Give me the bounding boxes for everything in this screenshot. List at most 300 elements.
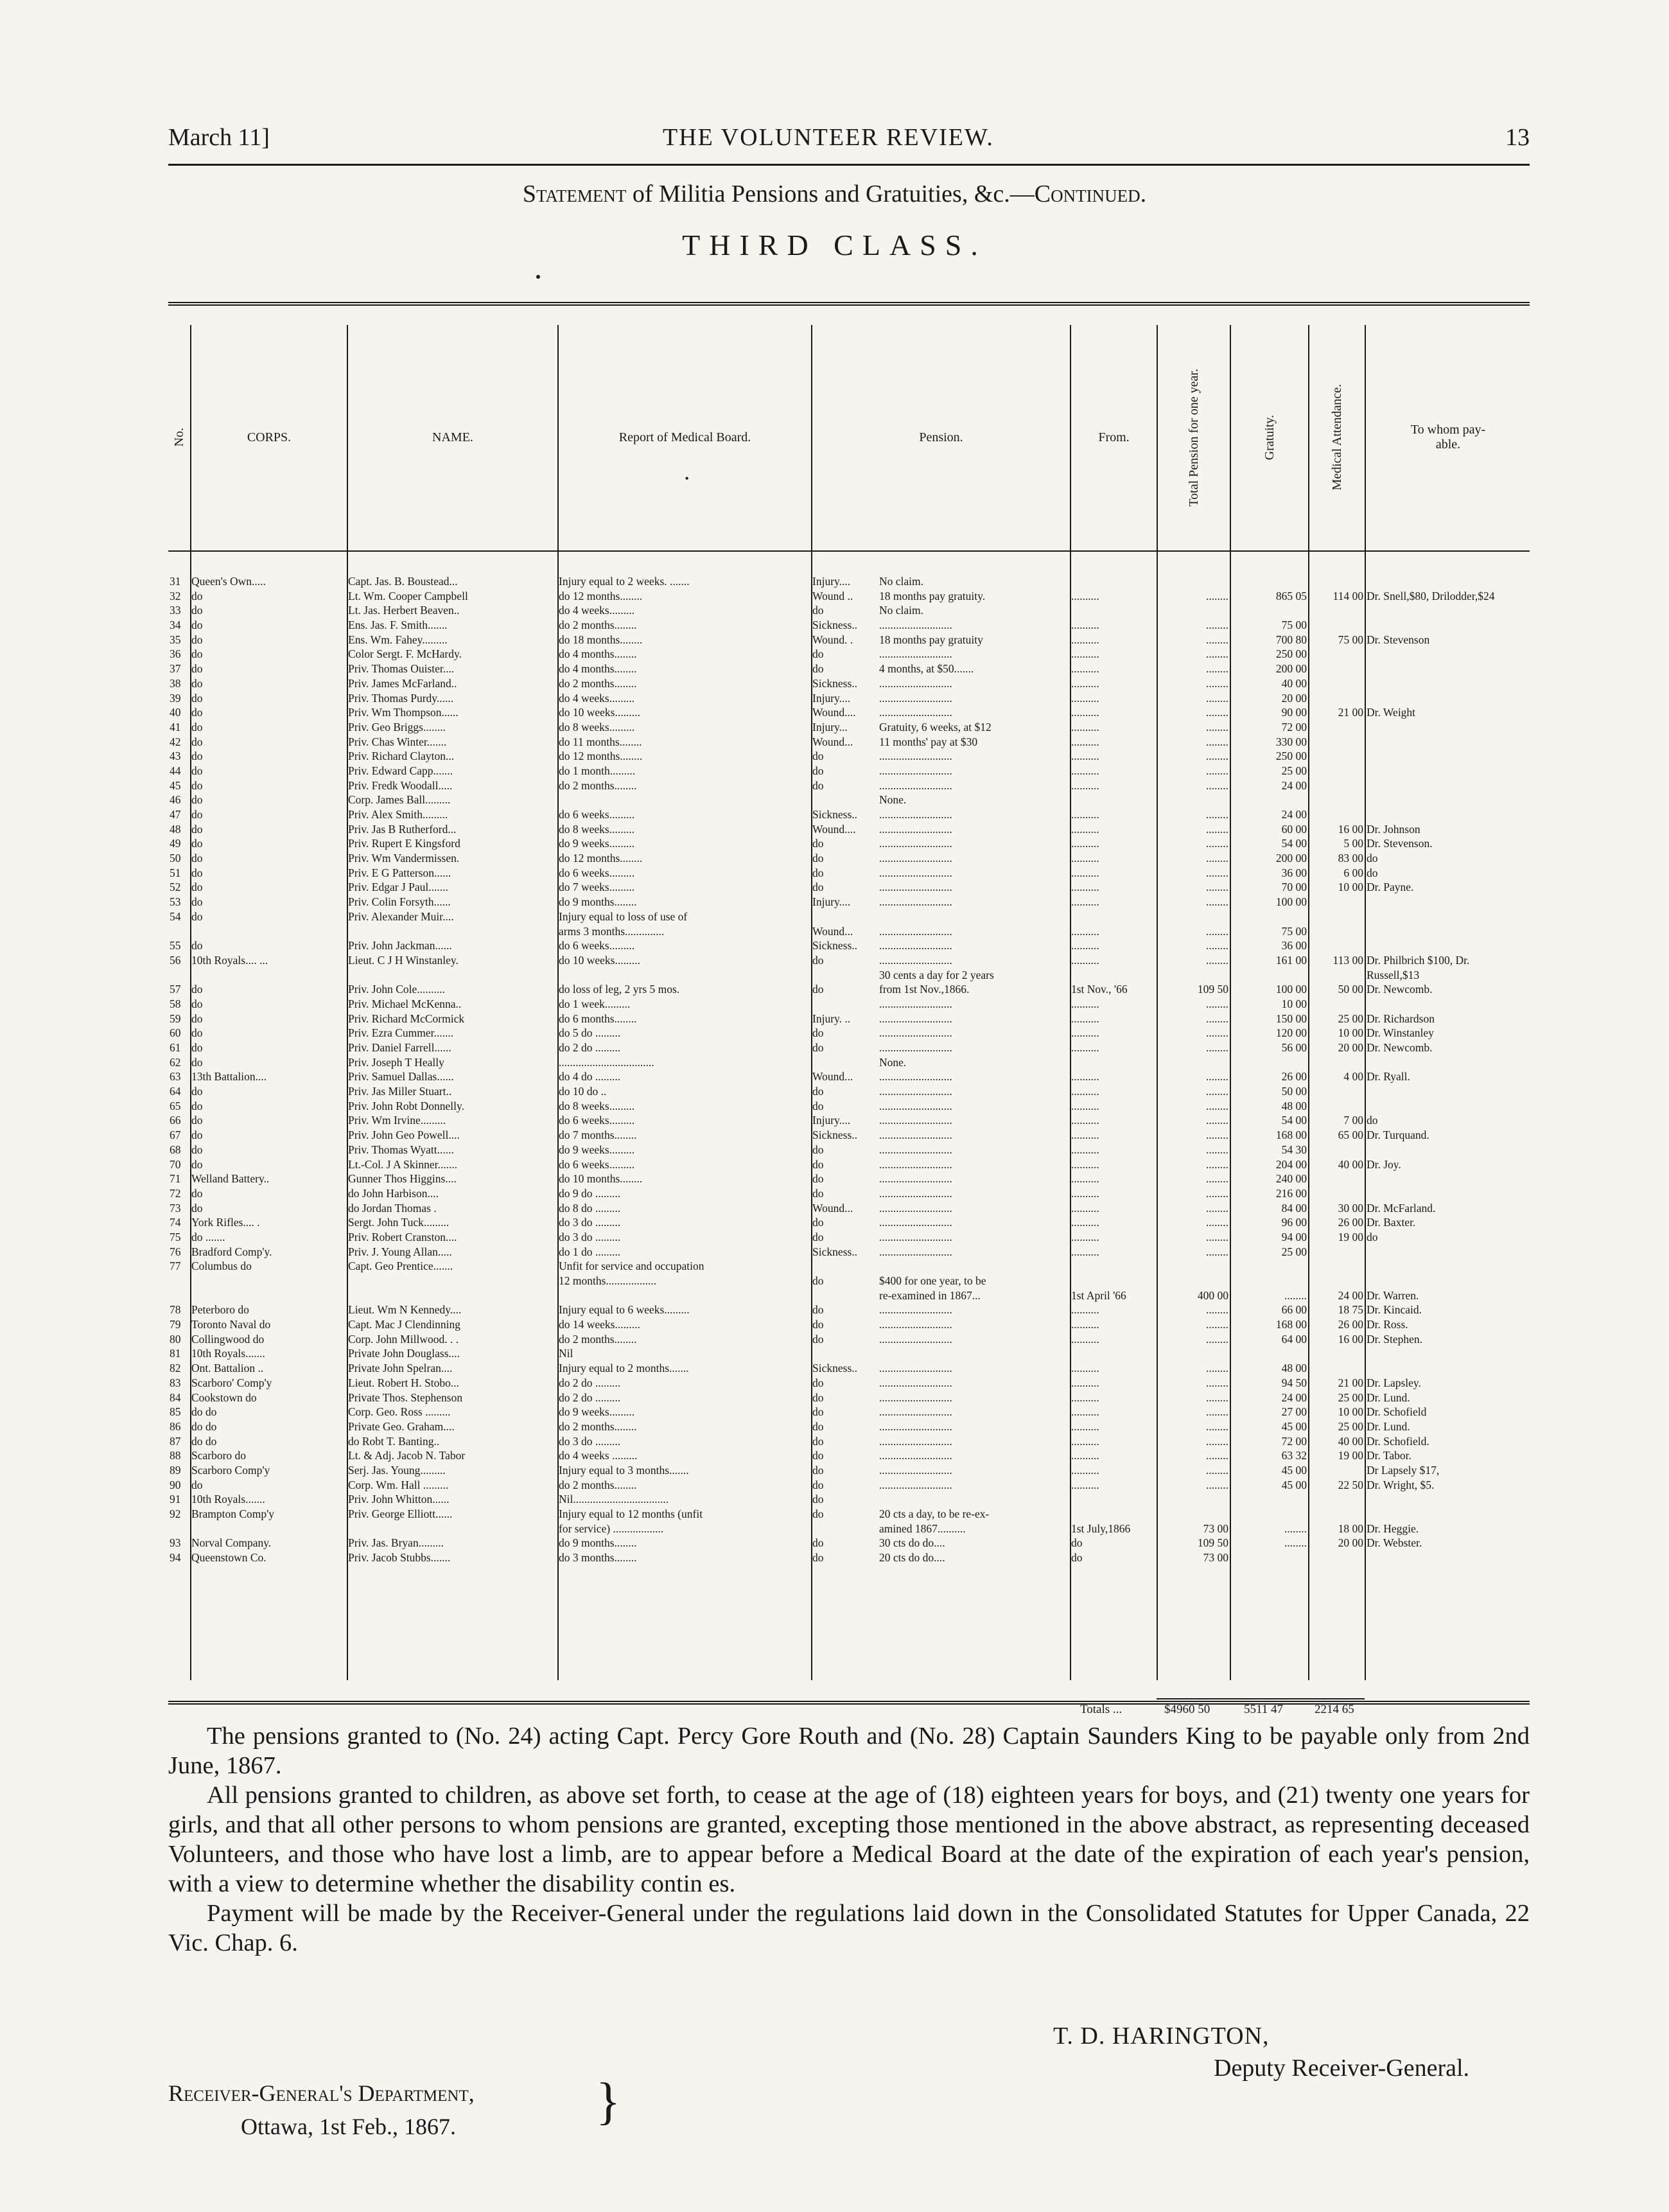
row-pension-desc: 11 months' pay at $30 [879, 735, 978, 748]
row-medical: 10 00 [1338, 881, 1363, 894]
row-total-pension: ........ [1206, 1143, 1228, 1156]
row-pension: Wound... [812, 1201, 853, 1215]
row-corps: do [191, 1055, 203, 1069]
row-name: Lieut. Robert H. Stobo... [348, 1376, 460, 1389]
row-number: 78 [170, 1303, 181, 1317]
row-total-pension: ........ [1206, 1128, 1228, 1142]
row-total-pension: ........ [1206, 1099, 1228, 1112]
row-payable-to: Dr. Newcomb. [1367, 1041, 1433, 1054]
row-medical: 10 00 [1338, 1405, 1363, 1419]
row-total-pension: ........ [1206, 764, 1228, 777]
header-gratuity [1231, 325, 1308, 550]
row-medical: 50 00 [1338, 983, 1363, 996]
row-name: Priv. Thomas Wyatt...... [348, 1143, 454, 1156]
table-row [168, 807, 1530, 822]
row-pension-desc: .......................... [879, 1085, 952, 1098]
row-pension: do [812, 1419, 824, 1433]
row-report: do 4 months........ [559, 662, 637, 676]
row-number: 53 [170, 895, 181, 909]
row-report: do 2 months........ [559, 1332, 637, 1346]
row-name: Gunner Thos Higgins.... [348, 1172, 457, 1186]
row-gratuity: 700 80 [1275, 633, 1307, 646]
table-row [168, 1536, 1530, 1550]
totals-label: Totals ... [1080, 1703, 1123, 1716]
row-number: 76 [170, 1245, 181, 1258]
row-pension-desc: $400 for one year, to be [879, 1274, 986, 1287]
row-corps: do [191, 750, 203, 763]
row-pension: do [812, 1216, 824, 1229]
row-payable-to: Dr. Schofield [1367, 1405, 1427, 1419]
row-pension-desc: .......................... [879, 1041, 952, 1054]
row-from: .......... [1071, 1230, 1099, 1243]
row-total-pension: ........ [1206, 1114, 1228, 1127]
row-total-pension: ........ [1206, 1419, 1228, 1433]
row-name: Priv. Fredk Woodall..... [348, 778, 453, 792]
row-report: do 2 do ......... [559, 1376, 621, 1389]
row-number: 92 [170, 1507, 181, 1520]
row-gratuity: 24 00 [1281, 778, 1307, 792]
row-from: .......... [1071, 837, 1099, 850]
row-gratuity: 100 00 [1275, 983, 1307, 996]
note-paragraph-3: Payment will be made by the Receiver-General under the regulations laid down in the Consolidated Statutes for Upper Canada, 22 Vic. Chap. 6. [168, 1900, 1530, 1956]
row-payable-to: Dr. Philbrich $100, Dr. [1367, 953, 1470, 967]
row-name: Priv. Edgar J Paul....... [348, 881, 448, 894]
row-gratuity: 20 00 [1281, 691, 1307, 705]
header-gratuity-label: Gratuity. [1262, 414, 1277, 461]
table-row [168, 1346, 1530, 1361]
row-report: do 8 weeks......... [559, 1099, 635, 1112]
row-report: do 1 do ......... [559, 1245, 621, 1258]
header-name-label: NAME. [432, 430, 473, 444]
row-from: .......... [1071, 1201, 1099, 1215]
row-name: Priv. Michael McKenna.. [348, 997, 462, 1010]
row-number: 55 [170, 939, 181, 952]
notes-text [168, 1721, 1530, 1958]
row-corps: do [191, 939, 203, 952]
row-payable-to: Dr. Wright, $5. [1367, 1478, 1435, 1491]
row-name: Private John Spelran.... [348, 1362, 453, 1375]
row-total-pension: ........ [1206, 647, 1228, 661]
row-report: do 10 do .. [559, 1085, 607, 1098]
row-medical: 30 00 [1338, 1201, 1363, 1215]
row-pension-desc: .......................... [879, 1245, 952, 1258]
row-payable-to: Dr. Payne. [1367, 881, 1414, 894]
row-report: do 2 months........ [559, 1419, 637, 1433]
row-total-pension: 109 50 [1197, 983, 1228, 996]
row-from: .......... [1071, 1303, 1099, 1317]
row-pension: do [812, 647, 824, 661]
row-payable-to: Dr. McFarland. [1367, 1201, 1436, 1215]
row-medical: 16 00 [1338, 1332, 1363, 1346]
row-number: 71 [170, 1172, 181, 1186]
row-total-pension: ........ [1206, 633, 1228, 646]
row-pension-desc: 20 cts do do.... [879, 1551, 945, 1565]
row-total-pension: ........ [1206, 778, 1228, 792]
row-gratuity: 94 50 [1281, 1376, 1307, 1389]
row-pension: do [812, 604, 824, 617]
row-gratuity: 50 00 [1281, 1085, 1307, 1098]
row-corps: do [191, 706, 203, 719]
row-medical: 19 00 [1338, 1230, 1363, 1243]
row-gratuity: 94 00 [1281, 1230, 1307, 1243]
row-gratuity: 330 00 [1275, 735, 1307, 748]
row-gratuity: 75 00 [1281, 619, 1307, 632]
row-payable-to: Dr. Winstanley [1367, 1026, 1434, 1040]
table-row [168, 1172, 1530, 1186]
row-pension-desc: .......................... [879, 1026, 952, 1040]
row-gratuity: 66 00 [1281, 1303, 1307, 1317]
row-report: do 9 weeks......... [559, 837, 635, 850]
row-number: 70 [170, 1157, 181, 1171]
row-number: 43 [170, 750, 181, 763]
row-pension-desc: .......................... [879, 1332, 952, 1346]
row-payable-to: Dr. Lund. [1367, 1419, 1410, 1433]
row-pension: Injury.... [812, 691, 851, 705]
row-name: Priv. Jas Miller Stuart.. [348, 1085, 452, 1098]
row-corps: Toronto Naval do [191, 1318, 271, 1331]
row-report: do 6 weeks......... [559, 1114, 635, 1127]
row-number: 33 [170, 604, 181, 617]
row-total-pension: ........ [1206, 1303, 1228, 1317]
row-pension-desc: .......................... [879, 808, 952, 821]
row-total-pension: ........ [1206, 852, 1228, 865]
table-row [168, 1069, 1530, 1084]
header-pension [812, 325, 1070, 550]
row-pension-desc: .......................... [879, 1478, 952, 1491]
row-pension-desc: .......................... [879, 1362, 952, 1375]
row-pension: do [812, 662, 824, 676]
row-report: Injury equal to 2 months....... [559, 1362, 689, 1375]
row-gratuity: 48 00 [1281, 1099, 1307, 1112]
row-total-pension: ........ [1206, 808, 1228, 821]
table-row [168, 1113, 1530, 1128]
row-name: Corp. Geo. Ross ......... [348, 1405, 451, 1419]
table-row [168, 880, 1530, 895]
header-total [1158, 325, 1230, 550]
row-report: do 2 months........ [559, 778, 637, 792]
row-gratuity: ........ [1284, 1522, 1307, 1535]
row-pension: do [812, 1172, 824, 1186]
header-separator [168, 550, 1530, 552]
row-pension-desc: 18 months pay gratuity. [879, 589, 986, 602]
row-corps: do [191, 662, 203, 676]
row-name: Priv. Chas Winter....... [348, 735, 447, 748]
row-number: 83 [170, 1376, 181, 1389]
row-report: do 1 week......... [559, 997, 631, 1010]
row-gratuity: 161 00 [1275, 953, 1307, 967]
row-pension: do [812, 1434, 824, 1448]
row-number: 51 [170, 866, 181, 879]
row-medical: 7 00 [1343, 1114, 1363, 1127]
row-payable-to: Dr. Johnson [1367, 822, 1420, 836]
row-report: do 9 weeks......... [559, 1405, 635, 1419]
row-total-pension: ........ [1206, 1449, 1228, 1462]
row-name: Priv. Richard Clayton... [348, 750, 455, 763]
row-name: Ens. Wm. Fahey......... [348, 633, 448, 646]
row-name: Priv. Geo Briggs........ [348, 720, 446, 733]
row-from: .......... [1071, 1362, 1099, 1375]
row-from: .......... [1071, 924, 1099, 938]
row-name: Priv. Rupert E Kingsford [348, 837, 460, 850]
row-number: 65 [170, 1099, 181, 1112]
row-from: 1st April '66 [1071, 1288, 1126, 1302]
header-report [559, 325, 811, 550]
row-name: Priv. James McFarland.. [348, 676, 457, 690]
row-corps: Brampton Comp'y [191, 1507, 275, 1520]
row-report: do 2 do ......... [559, 1041, 621, 1054]
row-name: Lt.-Col. J A Skinner....... [348, 1157, 458, 1171]
row-gratuity: 84 00 [1281, 1201, 1307, 1215]
totals-pension: $4960 50 [1164, 1703, 1210, 1716]
row-pension: do [812, 1478, 824, 1491]
row-gratuity: 60 00 [1281, 822, 1307, 836]
row-payable-to: do [1367, 1230, 1378, 1243]
row-gratuity: 216 00 [1275, 1186, 1307, 1200]
row-pension-desc: .......................... [879, 1216, 952, 1229]
totals-rule [1157, 1698, 1365, 1699]
row-report: do 4 months........ [559, 647, 637, 661]
row-corps: Cookstown do [191, 1391, 257, 1404]
row-medical: 114 00 [1333, 589, 1363, 602]
header-name [348, 325, 557, 550]
row-pension-desc: 18 months pay gratuity [879, 633, 983, 646]
row-total-pension: 73 00 [1203, 1551, 1228, 1565]
row-name: Priv. Edward Capp....... [348, 764, 453, 777]
row-corps: Scarboro' Comp'y [191, 1376, 272, 1389]
row-report: do 6 weeks......... [559, 866, 635, 879]
row-total-pension: ........ [1206, 1376, 1228, 1389]
row-number: 89 [170, 1463, 181, 1477]
row-gratuity: 48 00 [1281, 1362, 1307, 1375]
row-gratuity: 100 00 [1275, 895, 1307, 909]
row-gratuity: 96 00 [1281, 1216, 1307, 1229]
row-name: Priv. Samuel Dallas...... [348, 1070, 454, 1084]
row-name: Private Thos. Stephenson [348, 1391, 463, 1404]
row-number: 60 [170, 1026, 181, 1040]
row-report: do 6 weeks......... [559, 939, 635, 952]
signatory-name: T. D. HARINGTON, [1053, 2023, 1270, 2050]
pension-table [168, 302, 1530, 1716]
row-pension: do [812, 1507, 824, 1520]
row-total-pension: ........ [1206, 1332, 1228, 1346]
row-gratuity: 45 00 [1281, 1463, 1307, 1477]
totals-gratuity: 5511 47 [1244, 1703, 1284, 1716]
table-row [168, 778, 1530, 793]
row-name: Lt. Wm. Cooper Campbell [348, 589, 468, 602]
table-row [168, 1230, 1530, 1245]
row-from: do [1071, 1551, 1083, 1565]
table-bottom-rule [168, 1701, 1530, 1705]
row-pension-desc: 30 cts do do.... [879, 1536, 945, 1550]
row-corps: do [191, 1157, 203, 1171]
row-gratuity: 120 00 [1275, 1026, 1307, 1040]
table-row [168, 1376, 1530, 1391]
table-row [168, 1157, 1530, 1172]
row-corps: do [191, 895, 203, 909]
row-from: .......... [1071, 1085, 1099, 1098]
row-pension-desc: .......................... [879, 881, 952, 894]
class-title: THIRD CLASS. [682, 229, 987, 261]
row-pension: do [812, 1405, 824, 1419]
row-pension-desc: .......................... [879, 1157, 952, 1171]
row-gratuity: 250 00 [1275, 647, 1307, 661]
table-row [168, 1478, 1530, 1493]
row-gratuity: ........ [1284, 1536, 1307, 1550]
table-row [168, 1259, 1530, 1274]
row-pension: do [812, 1303, 824, 1317]
row-medical: 21 00 [1338, 706, 1363, 719]
row-payable-to: do [1367, 866, 1378, 879]
row-gratuity: 250 00 [1275, 750, 1307, 763]
row-gratuity: 90 00 [1281, 706, 1307, 719]
row-name: Sergt. John Tuck......... [348, 1216, 450, 1229]
row-payable-to: do [1367, 1114, 1378, 1127]
row-medical: 5 00 [1343, 837, 1363, 850]
row-from: .......... [1071, 647, 1099, 661]
row-pension-desc: .......................... [879, 691, 952, 705]
row-corps: do [191, 909, 203, 923]
row-pension-desc: .......................... [879, 1201, 952, 1215]
row-pension: Wound .. [812, 589, 853, 602]
row-pension: Injury... [812, 720, 848, 733]
row-gratuity: 26 00 [1281, 1070, 1307, 1084]
row-total-pension: ........ [1206, 1216, 1228, 1229]
table-row [168, 676, 1530, 691]
row-pension-desc: .......................... [879, 1391, 952, 1404]
table-row [168, 1434, 1530, 1449]
row-number: 47 [170, 808, 181, 821]
row-pension-desc: .......................... [879, 1376, 952, 1389]
row-pension-desc: .......................... [879, 852, 952, 865]
row-total-pension: ........ [1206, 735, 1228, 748]
row-corps: do [191, 1186, 203, 1200]
row-pension: do [812, 953, 824, 967]
table-row [168, 589, 1530, 604]
row-report: for service) .................. [559, 1522, 664, 1535]
row-report: Injury equal to 6 weeks......... [559, 1303, 690, 1317]
row-from: .......... [1071, 1478, 1099, 1491]
row-pension: Wound... [812, 735, 853, 748]
row-total-pension: 109 50 [1197, 1536, 1228, 1550]
row-report: do 5 do ......... [559, 1026, 621, 1040]
table-row [168, 1507, 1530, 1522]
journal-title: THE VOLUNTEER REVIEW. [663, 124, 994, 151]
row-corps: do do [191, 1419, 217, 1433]
row-pension-desc: .......................... [879, 866, 952, 879]
row-from: .......... [1071, 720, 1099, 733]
row-name: Priv. Alex Smith......... [348, 808, 448, 821]
table-row [168, 1288, 1530, 1303]
totals-row [168, 1703, 1530, 1721]
department-place-date: Ottawa, 1st Feb., 1867. [241, 2114, 456, 2139]
row-number: 56 [170, 953, 181, 967]
row-pension: Wound. . [812, 633, 853, 646]
row-pension-desc: .......................... [879, 837, 952, 850]
note-paragraph-2: All pensions granted to children, as above set forth, to cease at the age of (18) eighteen years for boys, and (21) twenty one years for girls, and that all other persons to whom pensions are granted, excepting those mentioned in the above abstract, as representing deceased Volunteers, and those who have lost a limb, are to appear before a Medical Board at the date of the expiration of each year's pension, with a view to determine whether the disability contin es. [168, 1782, 1530, 1897]
row-total-pension: ........ [1206, 1012, 1228, 1025]
row-total-pension: ........ [1206, 706, 1228, 719]
table-row [168, 997, 1530, 1012]
header-corps [191, 325, 347, 550]
row-pension-desc: .......................... [879, 1303, 952, 1317]
row-pension-desc: .......................... [879, 647, 952, 661]
row-pension: do [812, 1551, 824, 1565]
row-name: Corp. James Ball......... [348, 793, 451, 807]
row-number: 39 [170, 691, 181, 705]
row-name: Priv. Thomas Purdy...... [348, 691, 454, 705]
row-report: do 11 months........ [559, 735, 642, 748]
table-row [168, 953, 1530, 968]
table-row [168, 1419, 1530, 1434]
table-row [168, 618, 1530, 633]
row-report: do 4 weeks......... [559, 691, 635, 705]
row-corps: Bradford Comp'y. [191, 1245, 272, 1258]
row-report: 12 months.................. [559, 1274, 657, 1287]
row-gratuity: 63 32 [1281, 1449, 1307, 1462]
row-gratuity: 64 00 [1281, 1332, 1307, 1346]
row-from: .......... [1071, 1216, 1099, 1229]
row-number: 90 [170, 1478, 181, 1491]
row-total-pension: ........ [1206, 691, 1228, 705]
row-report: do 7 weeks......... [559, 881, 635, 894]
stray-mark [536, 275, 540, 279]
row-from: .......... [1071, 1318, 1099, 1331]
row-total-pension: ........ [1206, 1201, 1228, 1215]
table-row [168, 851, 1530, 866]
row-number: 67 [170, 1128, 181, 1142]
row-from: .......... [1071, 1463, 1099, 1477]
row-pension: Injury.... [812, 1114, 851, 1127]
row-medical: 16 00 [1338, 822, 1363, 836]
row-from: .......... [1071, 750, 1099, 763]
row-number: 37 [170, 662, 181, 676]
row-from: .......... [1071, 1186, 1099, 1200]
row-number: 85 [170, 1405, 181, 1419]
row-from: .......... [1071, 852, 1099, 865]
row-corps: do [191, 997, 203, 1010]
row-total-pension: ........ [1206, 881, 1228, 894]
row-from: .......... [1071, 997, 1099, 1010]
row-report: do 8 weeks......... [559, 720, 635, 733]
row-number: 80 [170, 1332, 181, 1346]
row-number: 66 [170, 1114, 181, 1127]
row-from: .......... [1071, 735, 1099, 748]
table-row [168, 1522, 1530, 1536]
row-pension: do [812, 881, 824, 894]
table-row [168, 1448, 1530, 1463]
row-corps: do [191, 1099, 203, 1112]
row-name: Serj. Jas. Young......... [348, 1463, 446, 1477]
row-gratuity: 10 00 [1281, 997, 1307, 1010]
row-total-pension: ........ [1206, 1085, 1228, 1098]
row-report: do 18 months........ [559, 633, 643, 646]
row-medical: 19 00 [1338, 1449, 1363, 1462]
row-pension: Sickness.. [812, 619, 857, 632]
row-medical: 25 00 [1338, 1012, 1363, 1025]
table-row [168, 1186, 1530, 1201]
row-corps: Ont. Battalion .. [191, 1362, 264, 1375]
row-pension-desc: .......................... [879, 1012, 952, 1025]
row-total-pension: ........ [1206, 924, 1228, 938]
row-total-pension: ........ [1206, 1362, 1228, 1375]
table-row [168, 866, 1530, 881]
row-total-pension: ........ [1206, 837, 1228, 850]
page-number: 13 [1505, 124, 1530, 151]
row-medical: 75 00 [1338, 633, 1363, 646]
row-name: Lieut. C J H Winstanley. [348, 953, 459, 967]
row-from: .......... [1071, 589, 1099, 602]
row-report: do 6 months........ [559, 1012, 637, 1025]
